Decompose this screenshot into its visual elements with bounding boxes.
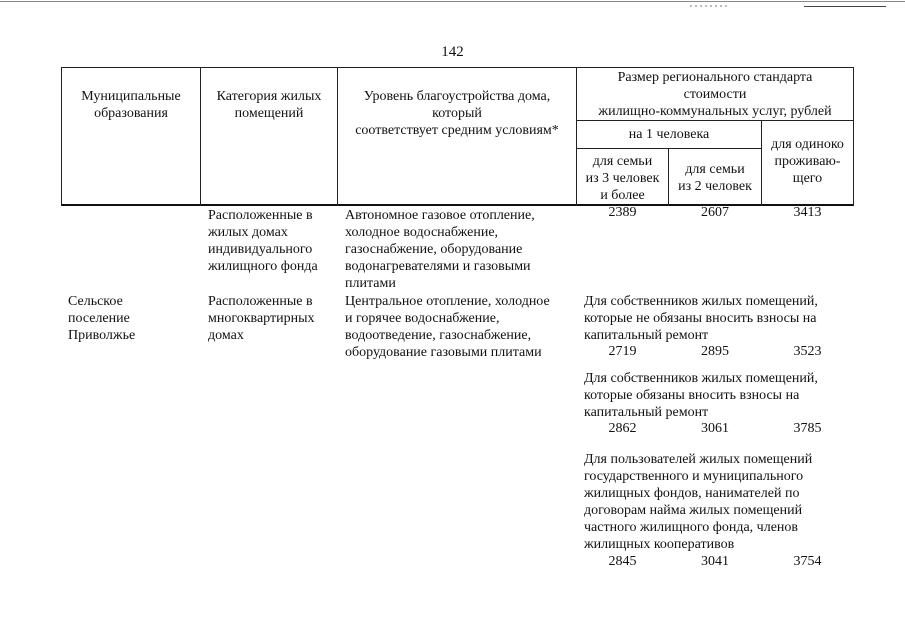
- group1-value-family2: 2895: [701, 344, 729, 359]
- scan-top-edge: [0, 1, 905, 2]
- scan-artifact: [690, 5, 730, 7]
- header-single: для одиноко проживаю- щего: [771, 137, 844, 186]
- header-category: Категория жилых помещений: [216, 89, 322, 121]
- row1-category: Расположенные в жилых домах индивидуального жилищного фонда: [208, 208, 318, 274]
- row1-value-single: 3413: [793, 205, 822, 220]
- scan-top-line: [804, 6, 886, 7]
- header-family3: для семьи из 3 человек и более: [585, 154, 660, 203]
- group2-value-single: 3785: [793, 421, 822, 436]
- group2-label: Для собственников жилых помещений, которые обязаны вносить взносы на капитальный ремонт: [584, 371, 818, 420]
- row1-value-family3: 2389: [608, 205, 637, 220]
- header-municipal: Муниципальные образования: [81, 89, 181, 121]
- row2-municipal: Сельское поселение Приволжье: [68, 294, 136, 343]
- row2-level: Центральное отопление, холодное и горячее водоснабжение, водоотведение, газоснабжение, оборудование газовыми плитами: [345, 294, 550, 360]
- header-family2: для семьи из 2 человек: [678, 162, 752, 194]
- group1-value-single: 3523: [793, 344, 822, 359]
- header-per-person: на 1 человека: [628, 127, 710, 142]
- group3-value-family2: 3041: [701, 554, 729, 569]
- row1-level: Автономное газовое отопление, холодное водоснабжение, газоснабжение, оборудование водонагревателями и газовыми плитами: [345, 208, 535, 291]
- header-standard: Размер регионального стандарта стоимости жилищно-коммунальных услуг, рублей: [598, 70, 832, 119]
- group3-value-single: 3754: [793, 554, 822, 569]
- page-number: 142: [441, 44, 464, 60]
- group3-value-family3: 2845: [608, 554, 637, 569]
- group3-label: Для пользователей жилых помещений государственного и муниципального жилищных фондов, нанимателей по договорам найма жилых помещений частного жилищного фонда, членов жилищных кооперативов: [584, 452, 813, 552]
- header-level: Уровень благоустройства дома, который соответствует средним условиям*: [355, 89, 559, 138]
- group2-value-family3: 2862: [608, 421, 637, 436]
- group1-value-family3: 2719: [608, 344, 637, 359]
- group2-value-family2: 3061: [701, 421, 729, 436]
- group1-label: Для собственников жилых помещений, которые не обязаны вносить взносы на капитальный ремонт: [584, 294, 818, 343]
- row2-category: Расположенные в многоквартирных домах: [208, 294, 315, 343]
- row1-value-family2: 2607: [701, 205, 729, 220]
